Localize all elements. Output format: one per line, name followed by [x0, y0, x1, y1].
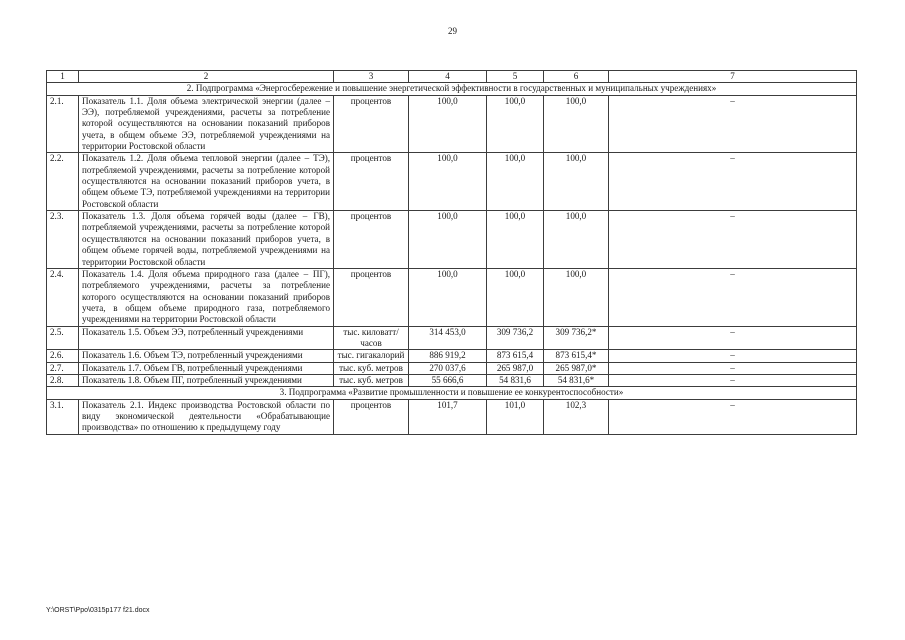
- header-row: [47, 71, 857, 83]
- value-col6: 54 831,6*: [544, 374, 609, 386]
- note-cell: –: [609, 268, 857, 326]
- note-cell: –: [609, 211, 857, 269]
- value-col6: 873 615,4*: [544, 350, 609, 362]
- value-col6: 100,0: [544, 95, 609, 153]
- indicator-name: Показатель 2.1. Индекс производства Ростовской области по виду экономической деятельности «Обрабатывающие производства» по отношению к предыдущему году: [79, 399, 334, 434]
- unit-cell: тыс. гигакалорий: [334, 350, 409, 362]
- value-col4: 100,0: [409, 268, 487, 326]
- note-cell: –: [609, 95, 857, 153]
- unit-cell: процентов: [334, 95, 409, 153]
- value-col6: 100,0: [544, 153, 609, 211]
- file-path: Y:\ORST\Ppo\0315p177 f21.docx: [46, 607, 150, 614]
- value-col5: 309 736,2: [487, 326, 544, 350]
- header-cell: 6: [544, 71, 609, 83]
- value-col5: 873 615,4: [487, 350, 544, 362]
- indicator-name: Показатель 1.5. Объем ЭЭ, потребленный учреждениями: [79, 326, 334, 350]
- value-col4: 55 666,6: [409, 374, 487, 386]
- row-number: 2.4.: [47, 268, 79, 326]
- value-col4: 100,0: [409, 95, 487, 153]
- table-row: [47, 211, 857, 269]
- section-title: 2. Подпрограмма «Энергосбережение и повышение энергетической эффективности в государственных и муниципальных учреждениях»: [47, 83, 857, 95]
- value-col5: 265 987,0: [487, 362, 544, 374]
- indicator-name: Показатель 1.1. Доля объема электрической энергии (далее – ЭЭ), потребляемой учреждениями, расчеты за потребление которой осуществляются на основании показаний приборов учета, в общем объеме ЭЭ, потребляемой учреждениями на территории Ростовской области: [79, 95, 334, 153]
- page-number: 29: [448, 26, 457, 36]
- note-cell: –: [609, 362, 857, 374]
- table-row: [47, 268, 857, 326]
- indicator-name: Показатель 1.4. Доля объема природного газа (далее – ПГ), потребляемого учреждениями, расчеты за потребление которого осуществляются на основании показаний приборов учета, в общем объеме природного газа, потребляемого учреждениями на территории Ростовской области: [79, 268, 334, 326]
- indicator-name: Показатель 1.8. Объем ПГ, потребленный учреждениями: [79, 374, 334, 386]
- table-row: [47, 374, 857, 386]
- value-col4: 100,0: [409, 153, 487, 211]
- section-title: 3. Подпрограмма «Развитие промышленности и повышение ее конкурентоспособности»: [47, 387, 857, 399]
- unit-cell: процентов: [334, 211, 409, 269]
- row-number: 2.5.: [47, 326, 79, 350]
- table-row: [47, 153, 857, 211]
- header-cell: 2: [79, 71, 334, 83]
- header-cell: 1: [47, 71, 79, 83]
- table-row: [47, 326, 857, 350]
- header-cell: 7: [609, 71, 857, 83]
- row-number: 2.3.: [47, 211, 79, 269]
- value-col5: 100,0: [487, 268, 544, 326]
- value-col5: 100,0: [487, 95, 544, 153]
- value-col5: 100,0: [487, 153, 544, 211]
- table-row: [47, 95, 857, 153]
- note-cell: –: [609, 153, 857, 211]
- indicators-table: [46, 70, 857, 435]
- value-col6: 102,3: [544, 399, 609, 434]
- unit-cell: тыс. куб. метров: [334, 362, 409, 374]
- header-cell: 5: [487, 71, 544, 83]
- row-number: 2.7.: [47, 362, 79, 374]
- table-row: [47, 399, 857, 434]
- section-row: [47, 83, 857, 95]
- note-cell: –: [609, 399, 857, 434]
- row-number: 2.6.: [47, 350, 79, 362]
- row-number: 2.1.: [47, 95, 79, 153]
- row-number: 2.2.: [47, 153, 79, 211]
- value-col6: 100,0: [544, 268, 609, 326]
- note-cell: –: [609, 374, 857, 386]
- header-cell: 4: [409, 71, 487, 83]
- unit-cell: тыс. куб. метров: [334, 374, 409, 386]
- value-col4: 101,7: [409, 399, 487, 434]
- note-cell: –: [609, 326, 857, 350]
- value-col4: 270 037,6: [409, 362, 487, 374]
- value-col6: 100,0: [544, 211, 609, 269]
- value-col6: 265 987,0*: [544, 362, 609, 374]
- indicator-name: Показатель 1.7. Объем ГВ, потребленный учреждениями: [79, 362, 334, 374]
- table-row: [47, 362, 857, 374]
- value-col5: 101,0: [487, 399, 544, 434]
- value-col4: 100,0: [409, 211, 487, 269]
- header-cell: 3: [334, 71, 409, 83]
- section-row: [47, 387, 857, 399]
- indicator-name: Показатель 1.3. Доля объема горячей воды (далее – ГВ), потребляемой учреждениями, расчеты за потребление которой осуществляются на основании показаний приборов учета, в общем объеме горячей воды, потребляемой учреждениями на территории Ростовской области: [79, 211, 334, 269]
- value-col5: 100,0: [487, 211, 544, 269]
- unit-cell: процентов: [334, 153, 409, 211]
- table-row: [47, 350, 857, 362]
- value-col6: 309 736,2*: [544, 326, 609, 350]
- row-number: 3.1.: [47, 399, 79, 434]
- row-number: 2.8.: [47, 374, 79, 386]
- value-col4: 314 453,0: [409, 326, 487, 350]
- indicator-name: Показатель 1.2. Доля объема тепловой энергии (далее – ТЭ), потребляемой учреждениями, расчеты за потребление которой осуществляются на основании показаний приборов учета, в общем объеме ТЭ, потребляемой учреждениями на территории Ростовской области: [79, 153, 334, 211]
- unit-cell: процентов: [334, 399, 409, 434]
- unit-cell: процентов: [334, 268, 409, 326]
- note-cell: –: [609, 350, 857, 362]
- value-col4: 886 919,2: [409, 350, 487, 362]
- value-col5: 54 831,6: [487, 374, 544, 386]
- unit-cell: тыс. киловатт/ часов: [334, 326, 409, 350]
- indicator-name: Показатель 1.6. Объем ТЭ, потребленный учреждениями: [79, 350, 334, 362]
